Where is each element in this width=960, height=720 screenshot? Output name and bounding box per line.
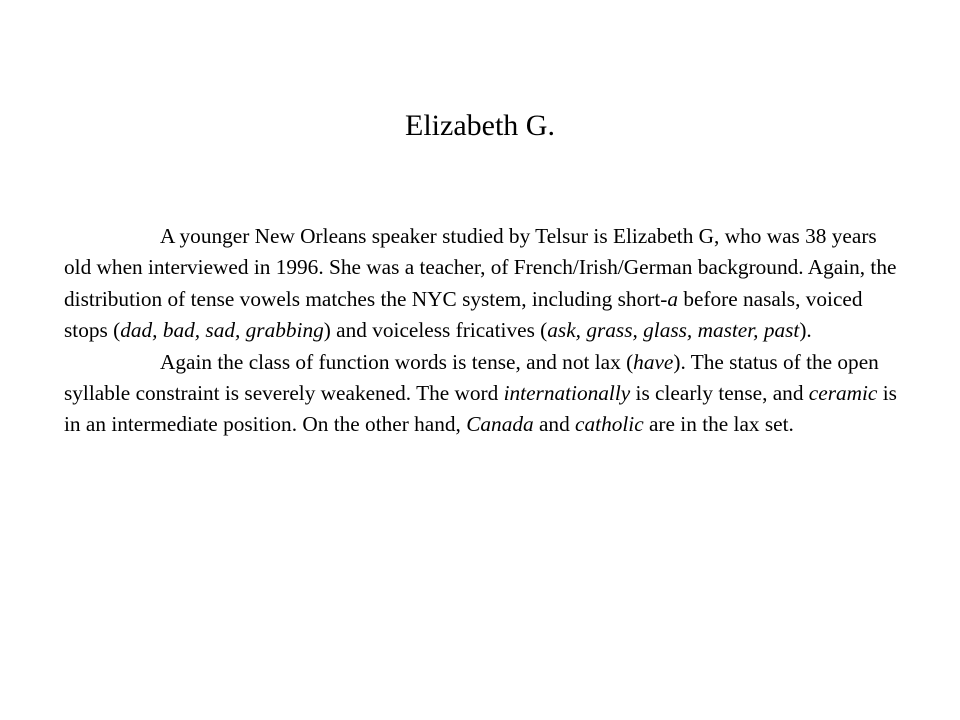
slide-title: Elizabeth G. bbox=[405, 109, 555, 142]
text-run: A younger New Orleans speaker studied by Telsur is Elizabeth G, who was 38 years old when interviewed in 1996. She was a teacher, of French/Irish/German background. Again, the distribution of tense vowels matches the NYC system, including short- bbox=[64, 224, 897, 311]
italic-text-run: dad, bad, sad, grabbing bbox=[120, 318, 324, 343]
italic-text-run: a bbox=[667, 286, 678, 311]
text-run: ) and voiceless fricatives ( bbox=[323, 318, 548, 343]
text-run: and bbox=[533, 412, 576, 437]
text-run: are in the lax set. bbox=[643, 412, 794, 437]
italic-text-run: ceramic bbox=[808, 381, 878, 406]
italic-text-run: ask, grass, glass, master, past bbox=[547, 318, 800, 343]
text-run: Again the class of function words is tense, and not lax ( bbox=[160, 349, 634, 374]
text-run: ). bbox=[799, 318, 812, 343]
text-run: ). The status of the open syllable constraint is severely weakened. The word bbox=[64, 349, 879, 406]
italic-text-run: have bbox=[633, 349, 674, 374]
text-run: is in an intermediate position. On the other hand, bbox=[64, 381, 897, 437]
body-text bbox=[64, 221, 904, 441]
italic-text-run: Canada bbox=[466, 412, 534, 437]
text-run: is clearly tense, and bbox=[630, 381, 809, 406]
paragraph-2 bbox=[64, 347, 904, 441]
italic-text-run: catholic bbox=[575, 412, 644, 437]
text-run: before nasals, voiced stops ( bbox=[64, 286, 863, 343]
italic-text-run: internationally bbox=[503, 381, 631, 406]
paragraph-1 bbox=[64, 221, 904, 347]
